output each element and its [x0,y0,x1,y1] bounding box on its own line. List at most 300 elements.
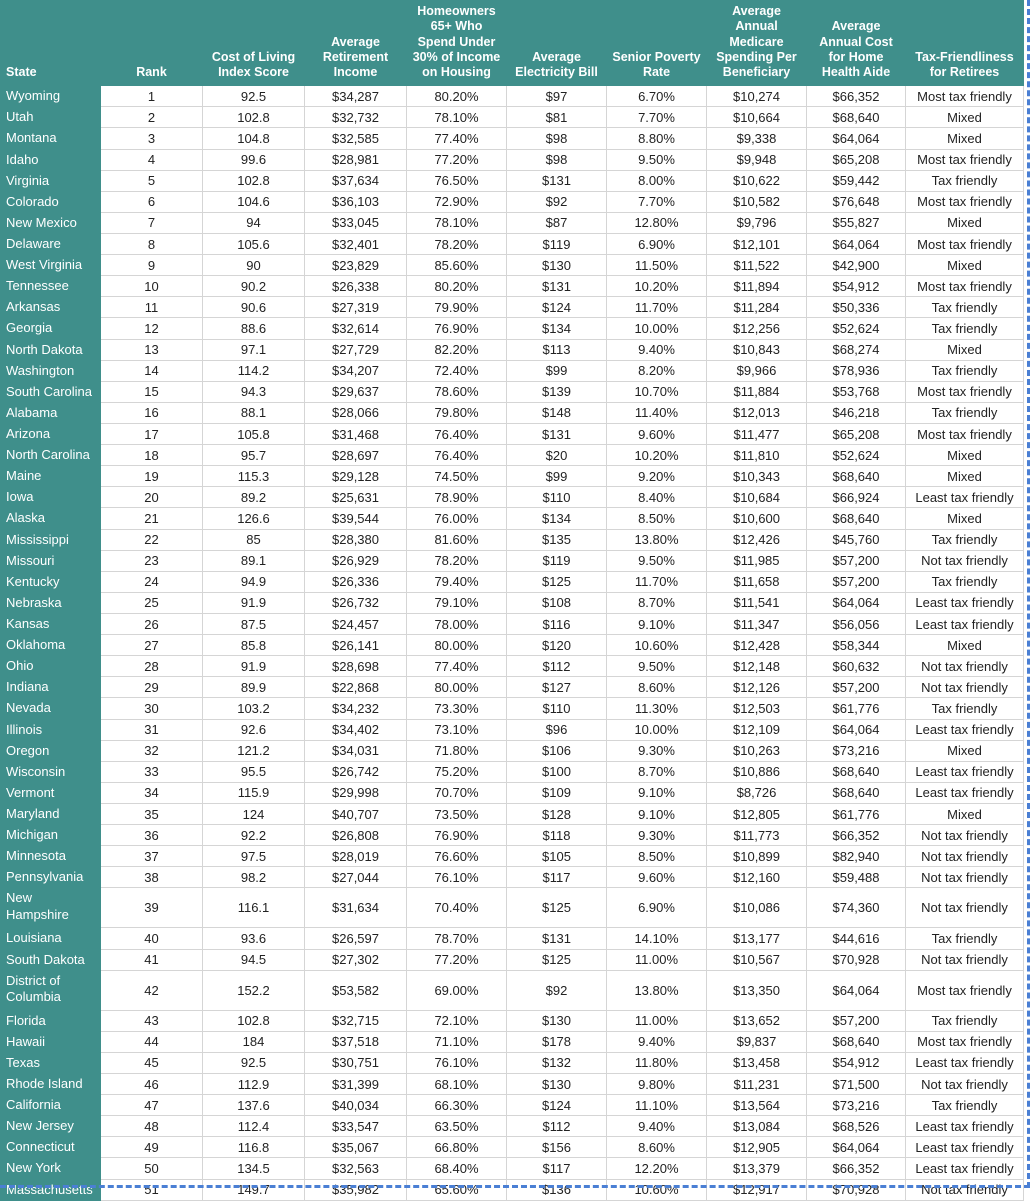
cell-value[interactable]: $11,541 [707,592,807,613]
cell-value[interactable]: $11,894 [707,276,807,297]
cell-value[interactable]: Mixed [906,339,1024,360]
cell-value[interactable]: Least tax friendly [906,1158,1024,1179]
cell-value[interactable]: $96 [507,719,607,740]
cell-value[interactable]: 121.2 [203,740,305,761]
cell-value[interactable]: 70.70% [407,782,507,803]
cell-value[interactable]: 65.60% [407,1179,507,1200]
cell-value[interactable]: Not tax friendly [906,1073,1024,1094]
cell-value[interactable]: $12,917 [707,1179,807,1200]
cell-state[interactable]: North Dakota [1,339,101,360]
table-row[interactable] [1,297,1024,318]
cell-value[interactable]: 15 [101,381,203,402]
cell-state[interactable]: Alaska [1,508,101,529]
cell-value[interactable]: 89.1 [203,550,305,571]
cell-value[interactable]: Tax friendly [906,402,1024,423]
cell-value[interactable]: 32 [101,740,203,761]
cell-state[interactable]: New Jersey [1,1116,101,1137]
cell-value[interactable]: $10,664 [707,107,807,128]
cell-value[interactable]: $25,631 [305,487,407,508]
cell-value[interactable]: 11 [101,297,203,318]
cell-value[interactable]: 24 [101,571,203,592]
cell-value[interactable]: 51 [101,1179,203,1200]
cell-value[interactable]: $125 [507,571,607,592]
cell-value[interactable]: $54,912 [807,1052,906,1073]
cell-value[interactable]: $27,302 [305,949,407,970]
cell-value[interactable]: $71,500 [807,1073,906,1094]
cell-state[interactable]: California [1,1095,101,1116]
cell-value[interactable]: Most tax friendly [906,381,1024,402]
cell-value[interactable]: 10.00% [607,719,707,740]
cell-value[interactable]: 22 [101,529,203,550]
cell-value[interactable]: $35,982 [305,1179,407,1200]
cell-value[interactable]: 14 [101,360,203,381]
cell-value[interactable]: $10,263 [707,740,807,761]
cell-value[interactable]: $10,567 [707,949,807,970]
cell-value[interactable]: $10,600 [707,508,807,529]
cell-state[interactable]: Indiana [1,677,101,698]
cell-value[interactable]: $34,287 [305,86,407,107]
cell-value[interactable]: Tax friendly [906,529,1024,550]
cell-value[interactable]: 79.10% [407,592,507,613]
cell-value[interactable]: 21 [101,508,203,529]
cell-value[interactable]: $40,034 [305,1095,407,1116]
cell-value[interactable]: $9,837 [707,1031,807,1052]
cell-value[interactable]: 93.6 [203,928,305,949]
cell-value[interactable]: Most tax friendly [906,970,1024,1010]
cell-value[interactable]: 76.10% [407,867,507,888]
cell-value[interactable]: Not tax friendly [906,677,1024,698]
cell-value[interactable]: $109 [507,782,607,803]
cell-value[interactable]: 74.50% [407,466,507,487]
cell-value[interactable]: $10,343 [707,466,807,487]
cell-value[interactable]: $68,640 [807,782,906,803]
cell-value[interactable]: $11,231 [707,1073,807,1094]
cell-value[interactable]: $34,402 [305,719,407,740]
cell-value[interactable]: 27 [101,635,203,656]
cell-value[interactable]: 77.20% [407,149,507,170]
cell-value[interactable]: $134 [507,508,607,529]
cell-value[interactable]: 104.6 [203,191,305,212]
cell-value[interactable]: Not tax friendly [906,550,1024,571]
cell-value[interactable]: 75.20% [407,761,507,782]
cell-value[interactable]: $12,160 [707,867,807,888]
cell-value[interactable]: $117 [507,1158,607,1179]
cell-state[interactable]: Ohio [1,656,101,677]
cell-value[interactable]: $73,216 [807,1095,906,1116]
cell-value[interactable]: 76.40% [407,424,507,445]
cell-value[interactable]: $68,640 [807,1031,906,1052]
cell-value[interactable]: 50 [101,1158,203,1179]
cell-value[interactable]: $68,640 [807,761,906,782]
cell-state[interactable]: Tennessee [1,276,101,297]
cell-state[interactable]: Kentucky [1,571,101,592]
cell-value[interactable]: 94.3 [203,381,305,402]
cell-value[interactable]: $12,013 [707,402,807,423]
cell-value[interactable]: 11.10% [607,1095,707,1116]
cell-value[interactable]: $53,768 [807,381,906,402]
cell-state[interactable]: Delaware [1,234,101,255]
cell-value[interactable]: 42 [101,970,203,1010]
cell-value[interactable]: 102.8 [203,107,305,128]
cell-value[interactable]: $9,966 [707,360,807,381]
cell-state[interactable]: West Virginia [1,255,101,276]
cell-value[interactable]: $59,442 [807,170,906,191]
cell-value[interactable]: $28,380 [305,529,407,550]
cell-value[interactable]: $61,776 [807,698,906,719]
cell-value[interactable]: $125 [507,949,607,970]
table-row[interactable] [1,234,1024,255]
cell-value[interactable]: $119 [507,234,607,255]
cell-value[interactable]: 85 [203,529,305,550]
cell-value[interactable]: 31 [101,719,203,740]
cell-value[interactable]: 9.10% [607,782,707,803]
cell-value[interactable]: $32,732 [305,107,407,128]
cell-value[interactable]: $55,827 [807,212,906,233]
table-row[interactable] [1,339,1024,360]
table-row[interactable] [1,825,1024,846]
cell-value[interactable]: 115.9 [203,782,305,803]
table-row[interactable] [1,318,1024,339]
cell-state[interactable]: Louisiana [1,928,101,949]
cell-value[interactable]: $68,640 [807,508,906,529]
cell-value[interactable]: $131 [507,276,607,297]
cell-value[interactable]: Most tax friendly [906,234,1024,255]
cell-value[interactable]: 5 [101,170,203,191]
cell-value[interactable]: $65,208 [807,149,906,170]
cell-value[interactable]: 78.20% [407,550,507,571]
cell-value[interactable]: $106 [507,740,607,761]
cell-value[interactable]: $13,350 [707,970,807,1010]
cell-value[interactable]: $34,207 [305,360,407,381]
cell-value[interactable]: 9.50% [607,550,707,571]
cell-value[interactable]: $135 [507,529,607,550]
cell-state[interactable]: New Mexico [1,212,101,233]
cell-value[interactable]: $8,726 [707,782,807,803]
cell-value[interactable]: 99.6 [203,149,305,170]
cell-value[interactable]: $10,886 [707,761,807,782]
cell-value[interactable]: $119 [507,550,607,571]
cell-value[interactable]: $10,582 [707,191,807,212]
table-row[interactable] [1,402,1024,423]
cell-value[interactable]: $30,751 [305,1052,407,1073]
cell-value[interactable]: 102.8 [203,170,305,191]
cell-value[interactable]: 13.80% [607,529,707,550]
cell-value[interactable]: $10,899 [707,846,807,867]
cell-value[interactable]: 41 [101,949,203,970]
table-row[interactable] [1,656,1024,677]
table-row[interactable] [1,107,1024,128]
cell-value[interactable]: 102.8 [203,1010,305,1031]
table-row[interactable] [1,949,1024,970]
cell-value[interactable]: 76.60% [407,846,507,867]
cell-value[interactable]: $11,985 [707,550,807,571]
cell-value[interactable]: Mixed [906,107,1024,128]
cell-value[interactable]: $12,426 [707,529,807,550]
cell-value[interactable]: $98 [507,128,607,149]
cell-value[interactable]: Not tax friendly [906,888,1024,928]
cell-value[interactable]: $64,064 [807,719,906,740]
cell-value[interactable]: 8.50% [607,846,707,867]
table-row[interactable] [1,761,1024,782]
cell-value[interactable]: 12 [101,318,203,339]
cell-value[interactable]: Most tax friendly [906,424,1024,445]
cell-value[interactable]: 8.50% [607,508,707,529]
cell-state[interactable]: Nevada [1,698,101,719]
column-header-medicare-spending[interactable]: Average Annual Medicare Spending Per Beneficiary [707,1,807,86]
cell-value[interactable]: $28,066 [305,402,407,423]
table-row[interactable] [1,1095,1024,1116]
cell-value[interactable]: $178 [507,1031,607,1052]
cell-value[interactable]: $33,547 [305,1116,407,1137]
cell-value[interactable]: 34 [101,782,203,803]
table-row[interactable] [1,86,1024,107]
cell-value[interactable]: $34,031 [305,740,407,761]
column-header-tax-friendliness[interactable]: Tax-Friendliness for Retirees [906,1,1024,86]
cell-value[interactable]: 13 [101,339,203,360]
cell-value[interactable]: 12.20% [607,1158,707,1179]
cell-value[interactable]: Not tax friendly [906,825,1024,846]
cell-value[interactable]: 105.8 [203,424,305,445]
cell-value[interactable]: Least tax friendly [906,1137,1024,1158]
cell-value[interactable]: 33 [101,761,203,782]
column-header-average-retirement-income[interactable]: Average Retirement Income [305,1,407,86]
cell-value[interactable]: $13,652 [707,1010,807,1031]
cell-value[interactable]: 105.6 [203,234,305,255]
cell-value[interactable]: $148 [507,402,607,423]
cell-value[interactable]: $39,544 [305,508,407,529]
cell-state[interactable]: Hawaii [1,1031,101,1052]
cell-value[interactable]: $31,468 [305,424,407,445]
cell-value[interactable]: Not tax friendly [906,1179,1024,1200]
cell-state[interactable]: Georgia [1,318,101,339]
cell-value[interactable]: 46 [101,1073,203,1094]
cell-value[interactable]: 16 [101,402,203,423]
cell-value[interactable]: $13,564 [707,1095,807,1116]
cell-value[interactable]: $87 [507,212,607,233]
cell-value[interactable]: $118 [507,825,607,846]
cell-value[interactable]: $74,360 [807,888,906,928]
cell-value[interactable]: 78.70% [407,928,507,949]
cell-state[interactable]: Arizona [1,424,101,445]
table-row[interactable] [1,276,1024,297]
cell-state[interactable]: Maryland [1,803,101,824]
cell-value[interactable]: 17 [101,424,203,445]
cell-value[interactable]: $57,200 [807,677,906,698]
cell-value[interactable]: 26 [101,613,203,634]
table-row[interactable] [1,888,1024,928]
cell-value[interactable]: 10.00% [607,318,707,339]
cell-value[interactable]: $112 [507,656,607,677]
cell-value[interactable]: $13,177 [707,928,807,949]
cell-value[interactable]: 7.70% [607,191,707,212]
cell-value[interactable]: $28,981 [305,149,407,170]
cell-value[interactable]: 77.20% [407,949,507,970]
cell-value[interactable]: $124 [507,1095,607,1116]
cell-state[interactable]: Montana [1,128,101,149]
cell-value[interactable]: 63.50% [407,1116,507,1137]
table-row[interactable] [1,487,1024,508]
cell-state[interactable]: Virginia [1,170,101,191]
cell-value[interactable]: 4 [101,149,203,170]
cell-value[interactable]: $44,616 [807,928,906,949]
cell-value[interactable]: 85.8 [203,635,305,656]
cell-value[interactable]: Mixed [906,466,1024,487]
cell-value[interactable]: 82.20% [407,339,507,360]
cell-value[interactable]: $42,900 [807,255,906,276]
cell-value[interactable]: 45 [101,1052,203,1073]
cell-value[interactable]: $32,614 [305,318,407,339]
cell-value[interactable]: $73,216 [807,740,906,761]
cell-value[interactable]: $68,640 [807,107,906,128]
cell-value[interactable]: $64,064 [807,592,906,613]
cell-value[interactable]: 91.9 [203,592,305,613]
cell-value[interactable]: 11.30% [607,698,707,719]
table-row[interactable] [1,424,1024,445]
cell-value[interactable]: 9.50% [607,656,707,677]
cell-value[interactable]: Mixed [906,635,1024,656]
cell-value[interactable]: 30 [101,698,203,719]
cell-state[interactable]: North Carolina [1,445,101,466]
cell-value[interactable]: 72.90% [407,191,507,212]
cell-value[interactable]: 8.20% [607,360,707,381]
cell-value[interactable]: 8.80% [607,128,707,149]
cell-value[interactable]: 1 [101,86,203,107]
cell-value[interactable]: 85.60% [407,255,507,276]
table-row[interactable] [1,1010,1024,1031]
cell-value[interactable]: 68.10% [407,1073,507,1094]
cell-value[interactable]: 79.90% [407,297,507,318]
cell-value[interactable]: 72.40% [407,360,507,381]
cell-value[interactable]: 88.1 [203,402,305,423]
cell-value[interactable]: 18 [101,445,203,466]
cell-value[interactable]: 36 [101,825,203,846]
cell-state[interactable]: Alabama [1,402,101,423]
cell-value[interactable]: 70.40% [407,888,507,928]
cell-value[interactable]: $22,868 [305,677,407,698]
cell-value[interactable]: Most tax friendly [906,86,1024,107]
cell-state[interactable]: Wisconsin [1,761,101,782]
cell-value[interactable]: 69.00% [407,970,507,1010]
cell-value[interactable]: $27,319 [305,297,407,318]
cell-value[interactable]: 152.2 [203,970,305,1010]
cell-value[interactable]: $57,200 [807,1010,906,1031]
cell-value[interactable]: 80.00% [407,677,507,698]
cell-value[interactable]: $113 [507,339,607,360]
cell-value[interactable]: 89.9 [203,677,305,698]
cell-value[interactable]: $13,084 [707,1116,807,1137]
cell-value[interactable]: $46,218 [807,402,906,423]
cell-value[interactable]: $92 [507,191,607,212]
cell-value[interactable]: Least tax friendly [906,487,1024,508]
cell-value[interactable]: $50,336 [807,297,906,318]
cell-value[interactable]: $92 [507,970,607,1010]
cell-value[interactable]: $12,126 [707,677,807,698]
table-row[interactable] [1,149,1024,170]
cell-value[interactable]: 11.50% [607,255,707,276]
cell-value[interactable]: 90.6 [203,297,305,318]
cell-value[interactable]: $64,064 [807,970,906,1010]
cell-value[interactable]: $12,805 [707,803,807,824]
cell-value[interactable]: 73.10% [407,719,507,740]
table-row[interactable] [1,550,1024,571]
cell-value[interactable]: 7 [101,212,203,233]
cell-value[interactable]: 115.3 [203,466,305,487]
cell-value[interactable]: 94 [203,212,305,233]
cell-value[interactable]: $110 [507,487,607,508]
cell-value[interactable]: 76.00% [407,508,507,529]
cell-value[interactable]: $120 [507,635,607,656]
cell-value[interactable]: $100 [507,761,607,782]
cell-value[interactable]: 134.5 [203,1158,305,1179]
cell-value[interactable]: 8.00% [607,170,707,191]
cell-value[interactable]: $66,352 [807,86,906,107]
cell-value[interactable]: 8.60% [607,677,707,698]
cell-value[interactable]: 89.2 [203,487,305,508]
cell-value[interactable]: 35 [101,803,203,824]
cell-value[interactable]: Mixed [906,255,1024,276]
cell-value[interactable]: 97.1 [203,339,305,360]
cell-value[interactable]: $66,352 [807,1158,906,1179]
table-row[interactable] [1,1073,1024,1094]
cell-value[interactable]: $9,796 [707,212,807,233]
cell-value[interactable]: 66.80% [407,1137,507,1158]
cell-state[interactable]: Kansas [1,613,101,634]
table-row[interactable] [1,466,1024,487]
cell-value[interactable]: $36,103 [305,191,407,212]
table-row[interactable] [1,212,1024,233]
cell-value[interactable]: 11.00% [607,949,707,970]
cell-value[interactable]: Mixed [906,803,1024,824]
cell-value[interactable]: $124 [507,297,607,318]
table-row[interactable] [1,740,1024,761]
cell-value[interactable]: 78.60% [407,381,507,402]
cell-value[interactable]: $28,698 [305,656,407,677]
cell-value[interactable]: $131 [507,928,607,949]
cell-value[interactable]: 103.2 [203,698,305,719]
cell-value[interactable]: $60,632 [807,656,906,677]
cell-state[interactable]: Nebraska [1,592,101,613]
cell-value[interactable]: $99 [507,360,607,381]
cell-value[interactable]: 6.90% [607,234,707,255]
cell-value[interactable]: $26,808 [305,825,407,846]
cell-value[interactable]: Most tax friendly [906,149,1024,170]
cell-value[interactable]: 43 [101,1010,203,1031]
cell-value[interactable]: Mixed [906,508,1024,529]
cell-value[interactable]: $12,101 [707,234,807,255]
table-row[interactable] [1,846,1024,867]
cell-value[interactable]: 112.9 [203,1073,305,1094]
cell-value[interactable]: 8.70% [607,592,707,613]
cell-value[interactable]: $68,640 [807,466,906,487]
cell-state[interactable]: Pennsylvania [1,867,101,888]
cell-value[interactable]: 149.7 [203,1179,305,1200]
cell-state[interactable]: Washington [1,360,101,381]
cell-value[interactable]: $24,457 [305,613,407,634]
cell-value[interactable]: 90 [203,255,305,276]
cell-value[interactable]: $32,715 [305,1010,407,1031]
cell-value[interactable]: $97 [507,86,607,107]
cell-state[interactable]: Connecticut [1,1137,101,1158]
cell-value[interactable]: $29,128 [305,466,407,487]
table-row[interactable] [1,508,1024,529]
cell-state[interactable]: District of Columbia [1,970,101,1010]
column-header-cost-of-living-index-score[interactable]: Cost of Living Index Score [203,1,305,86]
cell-value[interactable]: $132 [507,1052,607,1073]
cell-value[interactable]: Least tax friendly [906,719,1024,740]
cell-value[interactable]: 49 [101,1137,203,1158]
cell-state[interactable]: Maine [1,466,101,487]
cell-value[interactable]: $108 [507,592,607,613]
